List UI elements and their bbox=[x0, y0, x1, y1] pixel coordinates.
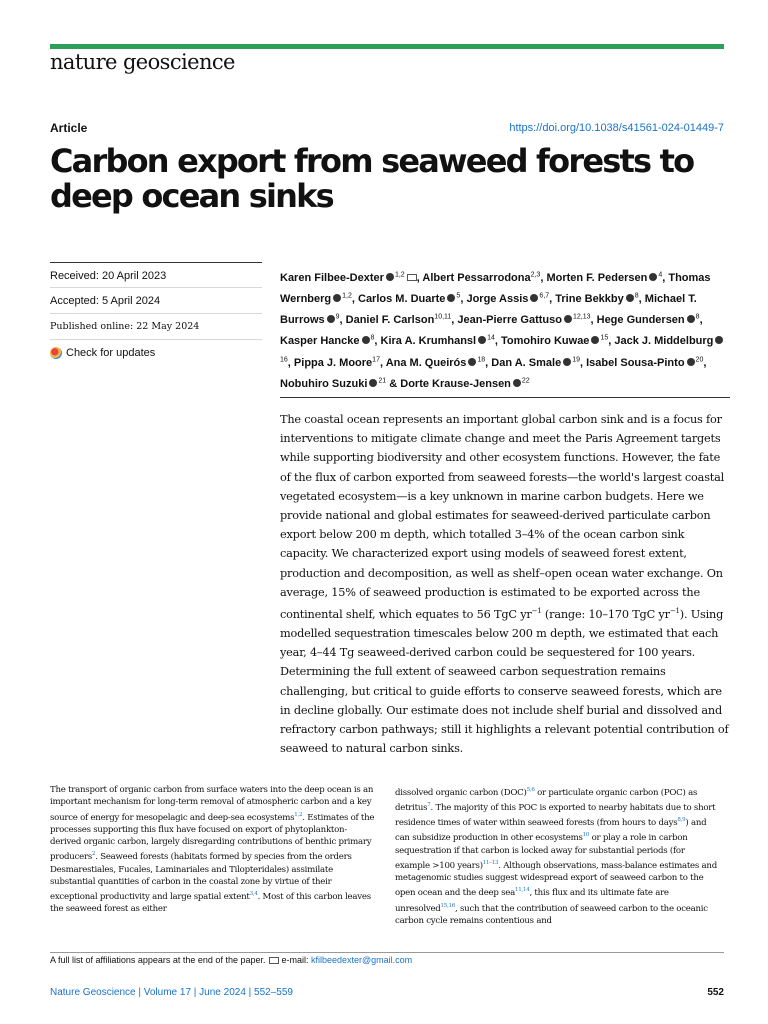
check-for-updates-label: Check for updates bbox=[66, 347, 156, 359]
orcid-icon[interactable] bbox=[626, 294, 634, 302]
affiliation-ref: 12,13 bbox=[572, 313, 591, 321]
abstract bbox=[280, 410, 730, 758]
author-separator: , bbox=[374, 335, 381, 348]
body-text: , this flux and its ultimate fate are unresolved bbox=[395, 888, 669, 914]
author-separator: , bbox=[608, 335, 615, 348]
orcid-icon[interactable] bbox=[530, 294, 538, 302]
body-text: . Estimates of the processes supporting this flux have focused on export of phytoplankton-derived organic carbon, largely disregarding contributions of benthic primary producers bbox=[50, 812, 375, 863]
author bbox=[294, 357, 386, 369]
corresponding-email-link[interactable]: kfilbeedexter@gmail.com bbox=[311, 955, 413, 965]
citation-ref[interactable]: 8,9 bbox=[677, 817, 686, 824]
affiliation-ref: 19 bbox=[572, 356, 580, 363]
abstract-text-2: (range: 10–170 TgC yr bbox=[541, 607, 670, 621]
citation-ref[interactable]: 10 bbox=[582, 832, 590, 839]
body-text: dissolved organic carbon (DOC) bbox=[395, 787, 527, 798]
abstract-divider bbox=[280, 397, 730, 398]
author bbox=[466, 293, 555, 305]
orcid-icon[interactable] bbox=[362, 336, 370, 344]
author-name[interactable]: Isabel Sousa-Pinto bbox=[586, 356, 685, 369]
author bbox=[386, 357, 492, 369]
check-for-updates-icon bbox=[50, 347, 62, 359]
author-name[interactable]: Kira A. Krumhansl bbox=[380, 335, 477, 348]
author-separator: , bbox=[590, 314, 597, 327]
author-name[interactable]: Albert Pessarrodona bbox=[422, 271, 531, 284]
author bbox=[457, 314, 596, 326]
author-name[interactable]: Jorge Assis bbox=[466, 292, 529, 305]
body-text: . The majority of this POC is exported to nearby habitats due to short residence times of water within seaweed forests (from hours to days bbox=[395, 803, 716, 829]
author-name[interactable]: Dorte Krause-Jensen bbox=[400, 377, 511, 390]
author bbox=[358, 293, 466, 305]
affiliation-ref: 20 bbox=[695, 356, 704, 363]
affiliation-ref: 5 bbox=[456, 292, 461, 300]
body-text: ) and can subsidize production in other ecosystems bbox=[395, 818, 707, 844]
citation-ref[interactable]: 15,16 bbox=[440, 902, 456, 909]
author-name[interactable]: Kasper Hancke bbox=[280, 335, 360, 348]
author-separator: , bbox=[662, 271, 669, 284]
author-name[interactable]: Michael T. Burrows bbox=[280, 292, 697, 327]
author-name[interactable]: Thomas Wernberg bbox=[280, 271, 711, 305]
author-separator: , bbox=[494, 335, 502, 348]
affiliation-ref: 9 bbox=[335, 313, 340, 321]
author-separator: , bbox=[549, 292, 556, 305]
body-text: or play a role in carbon sequestration if that carbon is locked away for substantial periods (for example >100 years) bbox=[395, 833, 688, 871]
author-name[interactable]: Jack J. Middelburg bbox=[614, 335, 714, 348]
received-date: Received: 20 April 2023 bbox=[50, 262, 262, 288]
author bbox=[381, 335, 501, 347]
affiliation-ref: 8 bbox=[695, 313, 700, 321]
footnote-divider bbox=[50, 952, 724, 953]
orcid-icon[interactable] bbox=[447, 294, 455, 302]
author-separator: , bbox=[339, 314, 346, 327]
affiliation-ref: 2,3 bbox=[530, 271, 541, 278]
accepted-date: Accepted: 5 April 2024 bbox=[50, 288, 262, 314]
journal-accent-bar bbox=[50, 44, 724, 49]
author-separator: , bbox=[351, 292, 358, 305]
body-text: . Most of this carbon leaves the seaweed forest as either bbox=[50, 891, 371, 915]
page-number: 552 bbox=[707, 987, 724, 998]
published-date: Published online: 22 May 2024 bbox=[50, 314, 262, 340]
affiliation-ref: 15 bbox=[600, 334, 609, 342]
journal-name: nature geoscience bbox=[50, 50, 235, 74]
affiliation-ref: 22 bbox=[521, 377, 530, 385]
body-text: The transport of organic carbon from surface waters into the deep ocean is an important mechanism for long-term removal of atmospheric carbon and a key source of energy for mesopelagic and deep-sea ecosystems bbox=[50, 785, 374, 823]
body-text: . Seaweed forests (habitats formed by species from the orders Desmarestiales, Fucales, Laminariales and Tilopteridales) assimilate substantial quantities of carbon in the coastal zone by virtue of their exceptional productivity and large spatial extent bbox=[50, 852, 352, 902]
abstract-exponent-1: −1 bbox=[531, 607, 542, 616]
author-separator: , bbox=[451, 314, 458, 327]
author-name[interactable]: Ana M. Queirós bbox=[385, 356, 467, 369]
author-separator: , bbox=[460, 292, 467, 305]
author bbox=[400, 378, 529, 390]
body-text: or particulate organic carbon (POC) as detritus bbox=[395, 787, 698, 814]
article-type: Article bbox=[50, 121, 88, 135]
orcid-icon[interactable] bbox=[468, 358, 476, 366]
footnote bbox=[50, 955, 412, 965]
orcid-icon[interactable] bbox=[687, 358, 695, 366]
author-separator: , bbox=[703, 356, 707, 369]
affiliation-ref: 16 bbox=[280, 356, 288, 363]
citation-ref[interactable]: 5,6 bbox=[526, 787, 535, 793]
citation-ref[interactable]: 1,2 bbox=[294, 811, 303, 818]
author-name[interactable]: Morten F. Pedersen bbox=[546, 271, 648, 284]
author-separator: , bbox=[379, 356, 386, 369]
orcid-icon[interactable] bbox=[478, 336, 486, 344]
citation-ref[interactable]: 2 bbox=[92, 851, 96, 858]
affiliation-ref: 17 bbox=[372, 356, 380, 363]
author-name[interactable]: Carlos M. Duarte bbox=[358, 292, 446, 305]
author-name[interactable]: Pippa J. Moore bbox=[293, 356, 373, 369]
abstract-exponent-2: −1 bbox=[669, 607, 680, 616]
affiliation-ref: 8 bbox=[370, 334, 375, 342]
abstract-text-3: ). Using modelled sequestration timescales below 200 m depth, we estimated that each year, 4–44 Tg seaweed-derived carbon could be sequestered for 100 years. Determining the full extent of seaweed carbon sequestration remains challenging, but critical to guide efforts to conserve seaweed forests, which are in decline globally. Our estimate does not include shelf burial and dissolved and refractory carbon pathways; still it highlights a relevant potential contribution of seaweed to natural carbon sinks. bbox=[280, 607, 729, 756]
author bbox=[346, 314, 458, 326]
author bbox=[555, 293, 645, 305]
author bbox=[422, 272, 546, 284]
citation-ref[interactable]: 11,14 bbox=[514, 887, 530, 894]
affiliation-ref: 8 bbox=[634, 292, 639, 300]
affiliation-ref: 14 bbox=[487, 334, 495, 342]
doi-link[interactable]: https://doi.org/10.1038/s41561-024-01449-7 bbox=[509, 122, 724, 134]
author-name[interactable]: Hege Gundersen bbox=[596, 314, 685, 327]
check-for-updates-button[interactable] bbox=[50, 340, 262, 366]
author bbox=[280, 378, 400, 390]
body-text: , such that the contribution of seaweed carbon to the oceanic carbon cycle remains contentious and bbox=[395, 903, 708, 926]
author-separator: , bbox=[485, 356, 492, 369]
email-label: e-mail: bbox=[281, 955, 311, 965]
author-name[interactable]: Karen Filbee-Dexter bbox=[280, 271, 384, 284]
affiliation-ref: 10,11 bbox=[434, 313, 452, 321]
affiliation-ref: 4 bbox=[658, 271, 663, 278]
article-history bbox=[50, 262, 262, 366]
author bbox=[546, 272, 668, 284]
author-separator: & bbox=[386, 377, 401, 390]
author-list bbox=[280, 266, 730, 394]
body-column-right bbox=[395, 784, 720, 927]
author bbox=[280, 272, 422, 284]
orcid-icon[interactable] bbox=[563, 358, 571, 366]
orcid-icon[interactable] bbox=[513, 379, 521, 387]
author-name[interactable]: Tomohiro Kuwae bbox=[501, 335, 590, 348]
orcid-icon[interactable] bbox=[715, 336, 723, 344]
orcid-icon[interactable] bbox=[649, 273, 657, 281]
author-name[interactable]: Jean-Pierre Gattuso bbox=[457, 314, 562, 327]
article-title: Carbon export from seaweed forests to deep ocean sinks bbox=[50, 142, 694, 215]
affiliation-ref: 1,2 bbox=[342, 292, 352, 300]
orcid-icon[interactable] bbox=[687, 315, 695, 323]
citation-ref[interactable]: 3,4 bbox=[249, 891, 258, 898]
author-name[interactable]: Nobuhiro Suzuki bbox=[280, 377, 368, 390]
email-icon[interactable] bbox=[407, 274, 417, 281]
orcid-icon[interactable] bbox=[386, 273, 394, 281]
mail-icon bbox=[269, 957, 279, 964]
affiliation-ref: 1,2 bbox=[394, 271, 405, 278]
author-separator: , bbox=[287, 356, 294, 369]
author-separator: , bbox=[540, 271, 547, 284]
author bbox=[597, 314, 703, 326]
orcid-icon[interactable] bbox=[327, 315, 335, 323]
affiliation-ref: 21 bbox=[378, 377, 387, 385]
orcid-icon[interactable] bbox=[564, 315, 572, 323]
abstract-text-1: The coastal ocean represents an important global carbon sink and is a focus for interventions to mitigate climate change and meet the Paris Agreement targets while supporting biodiversity and other ecosystem functions. However, the fate of the flux of carbon exported from seaweed forests—the world's largest coastal vegetated ecosystem—is a key unknown in marine carbon budgets. Here we provide national and global estimates for seaweed-derived particulate carbon export below 200 m depth, which totalled 3–4% of the ocean carbon sink capacity. We characterized export using models of seaweed forest extent, production and decomposition, as well as shelf–open ocean water exchange. On average, 15% of seaweed production is estimated to be exported across the continental shelf, which equates to 56 TgC yr bbox=[280, 413, 725, 621]
orcid-icon[interactable] bbox=[591, 336, 599, 344]
author-name[interactable]: Dan A. Smale bbox=[491, 356, 562, 369]
author-name[interactable]: Daniel F. Carlson bbox=[345, 314, 435, 327]
affiliation-ref: 6,7 bbox=[539, 292, 550, 300]
author bbox=[280, 335, 381, 347]
author-name[interactable]: Trine Bekkby bbox=[555, 292, 624, 305]
footer-citation: Nature Geoscience | Volume 17 | June 2024 | 552–559 bbox=[50, 987, 293, 998]
author bbox=[501, 335, 614, 347]
author-separator: , bbox=[638, 292, 645, 305]
body-text: . Although observations, mass-balance estimates and metagenomic studies suggest widespread export of seaweed carbon to the open ocean and the deep sea bbox=[395, 860, 717, 899]
author-separator: , bbox=[699, 314, 703, 327]
affiliations-note: A full list of affiliations appears at the end of the paper. bbox=[50, 955, 266, 965]
affiliation-ref: 18 bbox=[477, 356, 486, 363]
citation-ref[interactable]: 11–13 bbox=[482, 859, 499, 866]
author-separator: , bbox=[416, 271, 423, 284]
body-column-left bbox=[50, 784, 375, 916]
author bbox=[491, 357, 586, 369]
orcid-icon[interactable] bbox=[333, 294, 341, 302]
orcid-icon[interactable] bbox=[369, 379, 377, 387]
author bbox=[586, 357, 706, 369]
author-separator: , bbox=[580, 356, 587, 369]
citation-ref[interactable]: 7 bbox=[427, 802, 431, 809]
